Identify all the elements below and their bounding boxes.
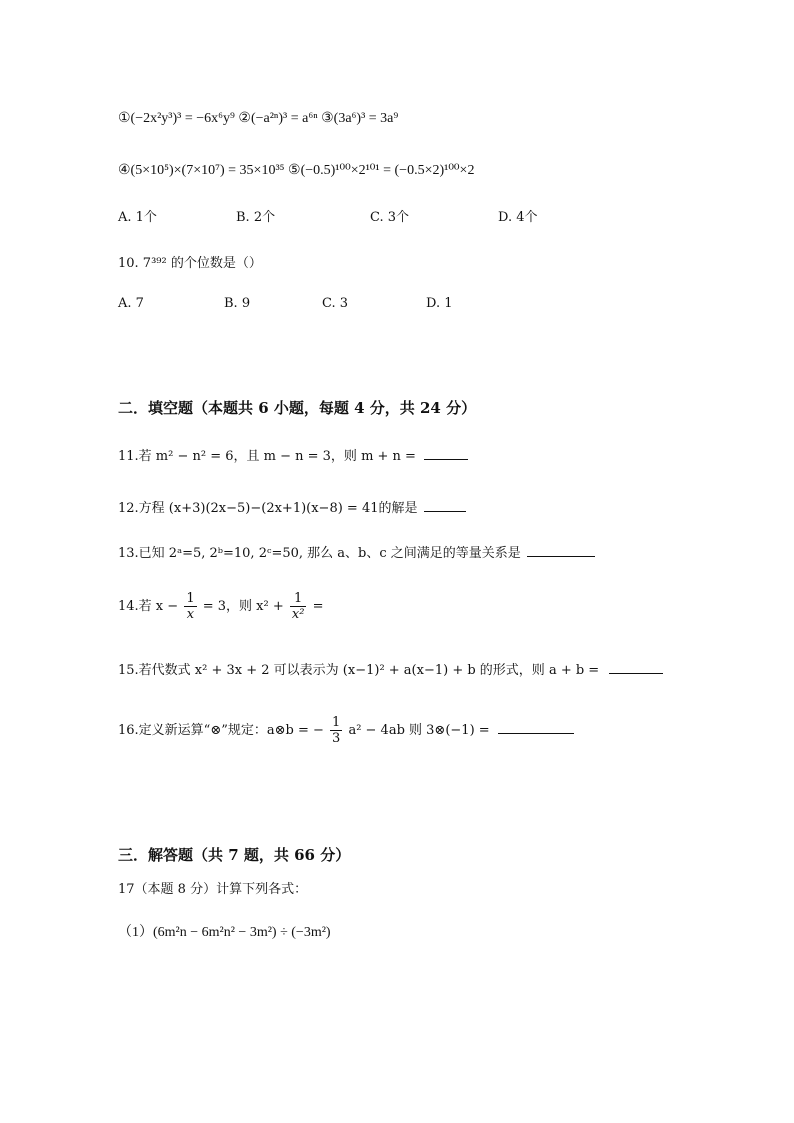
q15	[118, 659, 663, 681]
q16	[118, 714, 574, 748]
section-3-title: 三．解答题（共 7 题，共 66 分）	[118, 846, 351, 864]
q14-suffix: =	[312, 599, 324, 614]
q16-fraction-numerator: 1	[332, 715, 341, 730]
q12-text: 12.方程 (x+3)(2x−5)−(2x+1)(x−8) = 41的解是	[118, 501, 418, 516]
q10-option-d[interactable]: D. 1	[426, 296, 453, 311]
q11-answer-blank[interactable]	[424, 445, 468, 460]
q14-fraction-1-denominator: x	[186, 607, 195, 622]
q14-fraction-1-numerator: 1	[186, 591, 195, 606]
q13-answer-blank[interactable]	[527, 542, 595, 557]
q17-stem: 17（本题 8 分）计算下列各式：	[118, 882, 308, 897]
q13-text: 13.已知 2ᵃ=5, 2ᵇ=10, 2ᶜ=50, 那么 a、b、c 之间满足的等量关系是	[118, 546, 521, 561]
q9-options	[118, 206, 678, 226]
q12	[118, 497, 466, 519]
q9-option-d[interactable]: D. 4个	[498, 210, 538, 225]
q16-fraction-denominator: 3	[332, 731, 341, 746]
q14-fraction-2-denominator: x²	[291, 607, 305, 622]
q9-statement-line-2: ④(5×10⁵)×(7×10⁷) = 35×10³⁵ ⑤(−0.5)¹⁰⁰×2¹⁰¹ = (−0.5×2)¹⁰⁰×2	[118, 163, 475, 178]
q10-option-c[interactable]: C. 3	[322, 296, 349, 311]
q15-answer-blank[interactable]	[609, 659, 663, 674]
q14-fraction-1	[184, 591, 196, 622]
q14-fraction-2	[290, 591, 307, 622]
section-2-title: 二．填空题（本题共 6 小题，每题 4 分，共 24 分）	[118, 399, 477, 417]
q10-option-b[interactable]: B. 9	[224, 296, 251, 311]
q11-text: 11.若 m² − n² = 6，且 m − n = 3，则 m + n =	[118, 449, 416, 464]
q13	[118, 542, 595, 564]
q10-stem: 10. 7³⁹² 的个位数是（）	[118, 256, 262, 271]
q17-part-1: （1）(6m²n − 6m²n² − 3m²) ÷ (−3m²)	[118, 925, 331, 940]
q14	[118, 590, 323, 624]
q9-statement-line-1: ①(−2x²y³)³ = −6x⁶y⁹ ②(−a²ⁿ)³ = a⁶ⁿ ③(3a⁶)³ = 3a⁹	[118, 111, 399, 126]
q14-prefix: 14.若 x −	[118, 599, 179, 614]
q15-text: 15.若代数式 x² + 3x + 2 可以表示为 (x−1)² + a(x−1) + b 的形式，则 a + b =	[118, 663, 600, 678]
q9-option-b[interactable]: B. 2个	[236, 210, 276, 225]
q9-option-a[interactable]: A. 1个	[118, 210, 157, 225]
q16-prefix: 16.定义新运算“⊗”规定：a⊗b = −	[118, 723, 324, 738]
q14-middle: = 3，则 x² +	[202, 599, 284, 614]
q10-options	[118, 296, 678, 316]
q16-fraction	[330, 715, 342, 746]
q14-fraction-2-numerator: 1	[290, 591, 307, 607]
q10-option-a[interactable]: A. 7	[118, 296, 144, 311]
q9-option-c[interactable]: C. 3个	[370, 210, 410, 225]
q12-answer-blank[interactable]	[424, 497, 466, 512]
q16-answer-blank[interactable]	[498, 719, 574, 734]
q16-suffix: a² − 4ab 则 3⊗(−1) =	[348, 723, 490, 738]
q11	[118, 445, 468, 467]
